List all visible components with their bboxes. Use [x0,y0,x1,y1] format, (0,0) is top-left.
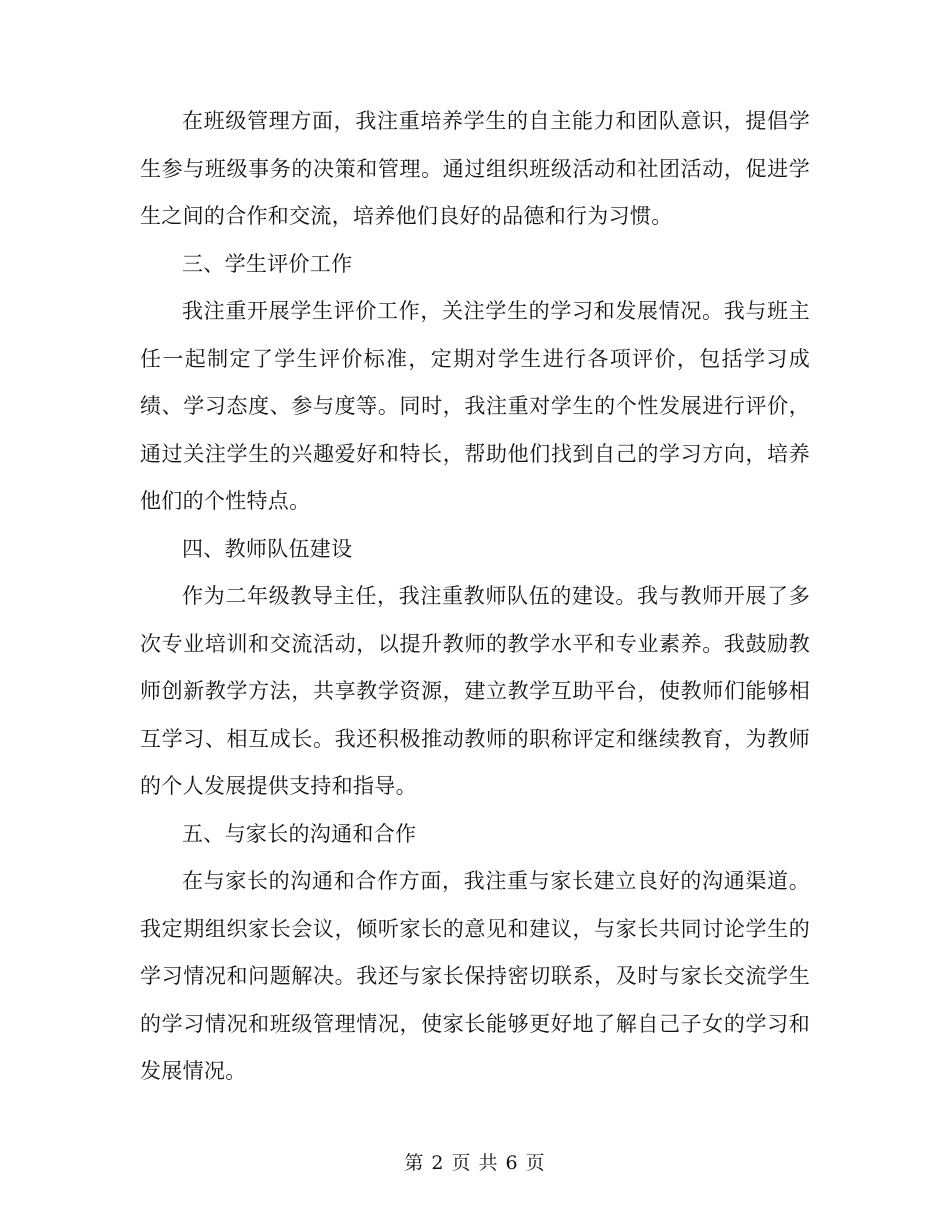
document-body [140,98,810,1096]
section-heading-student-evaluation: 三、学生评价工作 [182,251,353,276]
paragraph-student-evaluation: 我注重开展学生评价工作，关注学生的学习和发展情况。我与班主任一起制定了学生评价标准，定期对学生进行各项评价，包括学习成绩、学习态度、参与度等。同时，我注重对学生的个性发展进行评价，通过关注学生的兴趣爱好和特长，帮助他们找到自己的学习方向，培养他们的个性特点。 [140,299,810,513]
paragraph-class-management: 在班级管理方面，我注重培养学生的自主能力和团队意识，提倡学生参与班级事务的决策和管理。通过组织班级活动和社团活动，促进学生之间的合作和交流，培养他们良好的品德和行为习惯。 [140,109,810,228]
section-heading-teacher-team: 四、教师队伍建设 [182,536,353,561]
paragraph-teacher-team: 作为二年级教导主任，我注重教师队伍的建设。我与教师开展了多次专业培训和交流活动，以提升教师的教学水平和专业素养。我鼓励教师创新教学方法，共享教学资源，建立教学互助平台，使教师们能够相互学习、相互成长。我还积极推动教师的职称评定和继续教育，为教师的个人发展提供支持和指导。 [140,584,810,798]
section-heading-parent-communication: 五、与家长的沟通和合作 [182,821,417,846]
paragraph-parent-communication: 在与家长的沟通和合作方面，我注重与家长建立良好的沟通渠道。我定期组织家长会议，倾听家长的意见和建议，与家长共同讨论学生的学习情况和问题解决。我还与家长保持密切联系，及时与家长交流学生的学习情况和班级管理情况，使家长能够更好地了解自己子女的学习和发展情况。 [140,869,810,1083]
page-number-footer: 第 2 页 共 6 页 [404,1152,546,1174]
